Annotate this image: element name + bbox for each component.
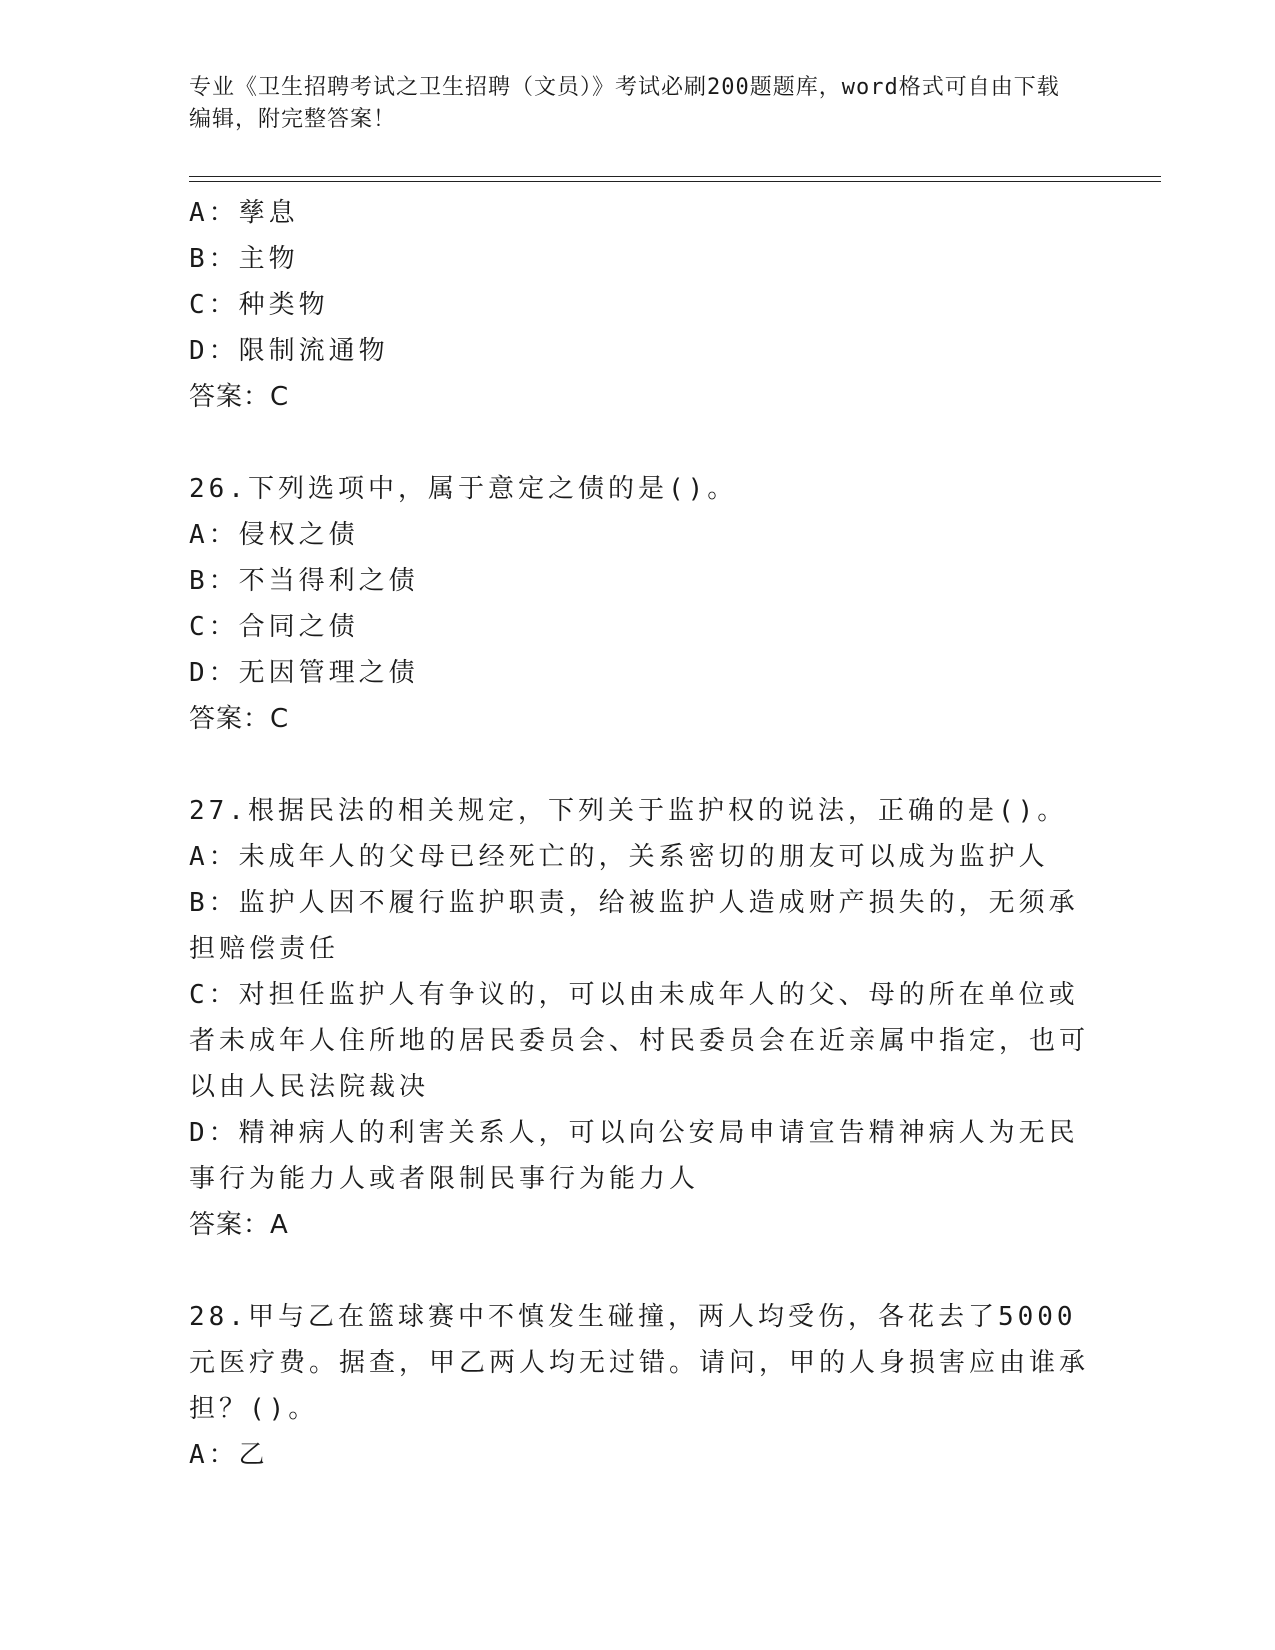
header-rule-top [189, 176, 1161, 177]
option-a: A：乙 [189, 1440, 269, 1470]
question-list [189, 190, 1089, 1478]
spacer [189, 742, 1089, 788]
option-b: B：主物 [189, 244, 299, 274]
question-28 [189, 1294, 1089, 1478]
answer: 答案：C [189, 382, 290, 412]
header-rule-bottom [189, 181, 1161, 182]
document-header: 专业《卫生招聘考试之卫生招聘（文员）》考试必刷200题题库，word格式可自由下载编辑，附完整答案！ [189, 75, 1060, 132]
option-b: B：监护人因不履行监护职责，给被监护人造成财产损失的，无须承担赔偿责任 [189, 888, 1079, 964]
option-d: D：限制流通物 [189, 336, 389, 366]
option-b: B：不当得利之债 [189, 566, 419, 596]
option-c: C：种类物 [189, 290, 329, 320]
option-a: A：未成年人的父母已经死亡的，关系密切的朋友可以成为监护人 [189, 842, 1049, 872]
question-27 [189, 788, 1089, 1248]
option-c: C：对担任监护人有争议的，可以由未成年人的父、母的所在单位或者未成年人住所地的居民委员会、村民委员会在近亲属中指定，也可以由人民法院裁决 [189, 980, 1090, 1102]
option-c: C：合同之债 [189, 612, 359, 642]
question-stem: 26.下列选项中，属于意定之债的是()。 [189, 474, 738, 504]
question-26 [189, 466, 1089, 742]
question-25-tail [189, 190, 1089, 420]
answer: 答案：A [189, 1210, 289, 1240]
option-d: D：精神病人的利害关系人，可以向公安局申请宣告精神病人为无民事行为能力人或者限制民事行为能力人 [189, 1118, 1079, 1194]
question-stem: 27.根据民法的相关规定，下列关于监护权的说法，正确的是()。 [189, 796, 1068, 826]
option-a: A：侵权之债 [189, 520, 359, 550]
spacer [189, 420, 1089, 466]
option-d: D：无因管理之债 [189, 658, 419, 688]
option-a: A：孳息 [189, 198, 299, 228]
answer: 答案：C [189, 704, 290, 734]
spacer [189, 1248, 1089, 1294]
question-stem: 28.甲与乙在篮球赛中不慎发生碰撞，两人均受伤，各花去了5000元医疗费。据查，甲乙两人均无过错。请问，甲的人身损害应由谁承担？()。 [189, 1302, 1090, 1424]
